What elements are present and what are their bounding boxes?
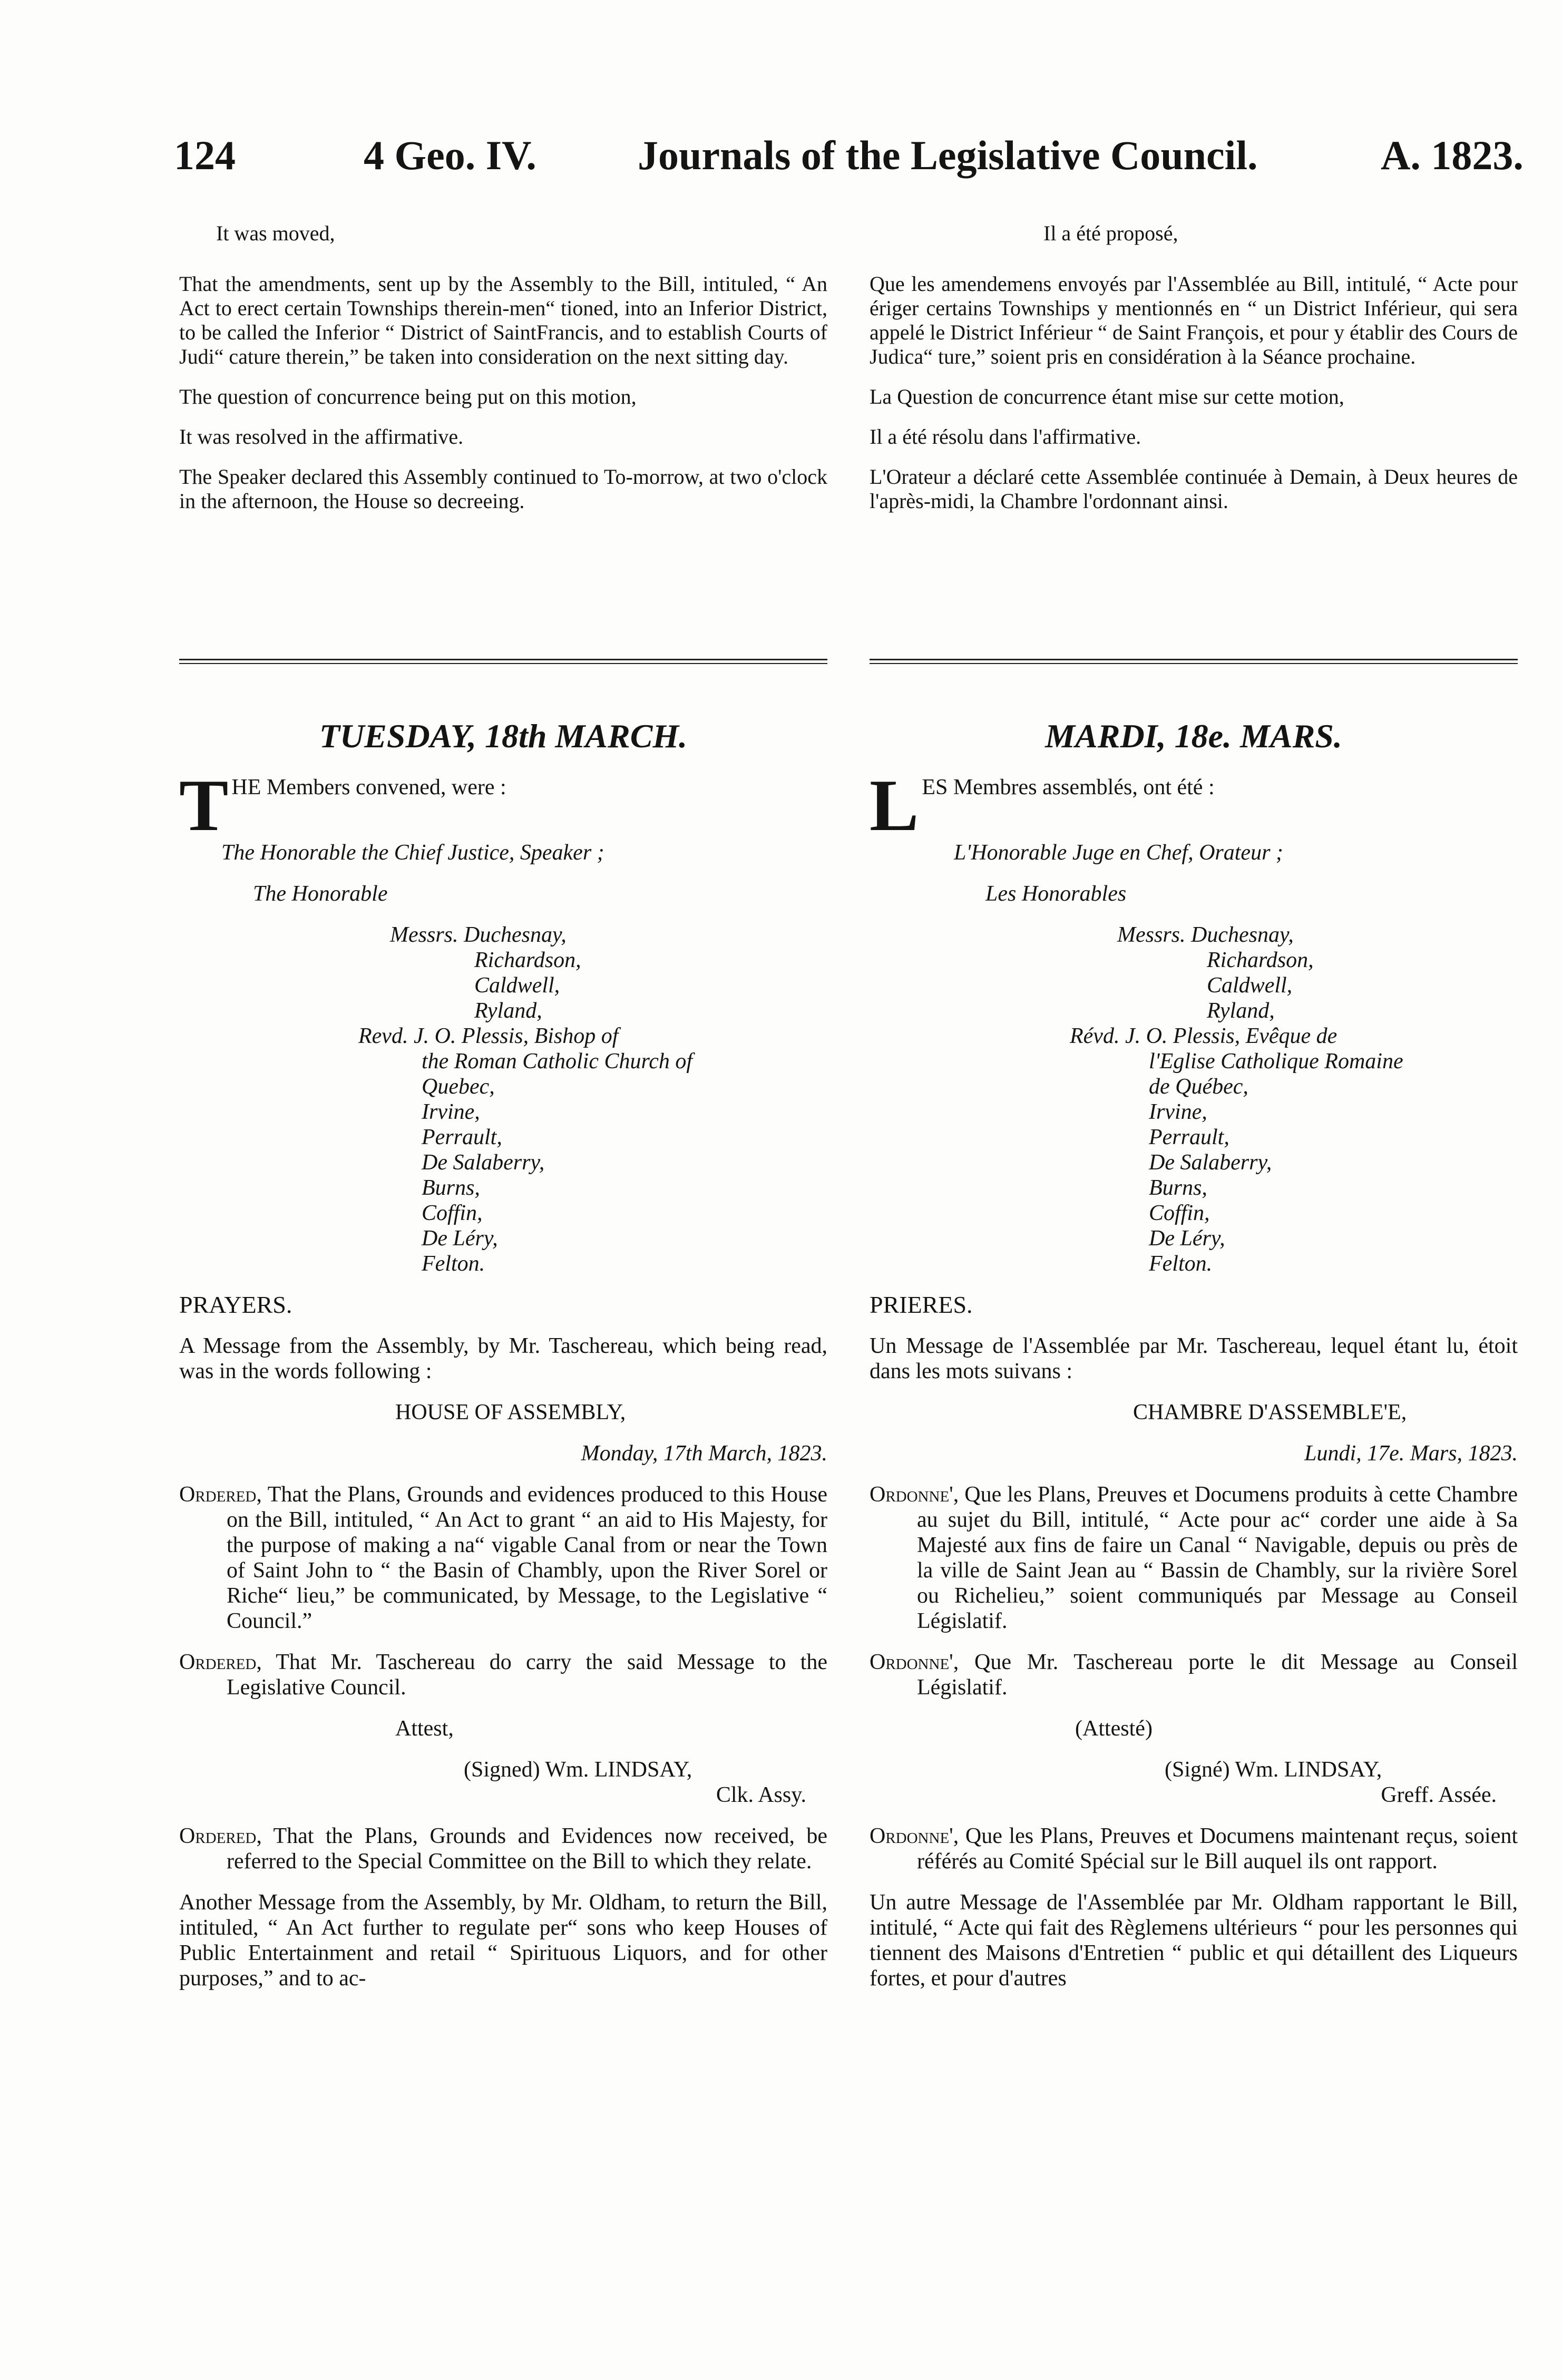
member: de Québec, bbox=[1149, 1075, 1248, 1099]
member: Richardson, bbox=[474, 948, 581, 972]
member: Quebec, bbox=[422, 1075, 495, 1099]
house-of-assembly-fr: CHAMBRE D'ASSEMBLE'E, bbox=[1133, 1400, 1407, 1425]
assembly-date: Monday, 17th March, 1823. bbox=[581, 1441, 827, 1466]
member: Caldwell, bbox=[474, 973, 560, 998]
convened-en: HE Members convened, were : bbox=[231, 775, 506, 799]
member: Caldwell, bbox=[1207, 973, 1293, 998]
member: Felton. bbox=[422, 1252, 485, 1276]
ordered-text: Que les Plans, Preuves et Documens maintenant reçus, soient référés au Comité Spécial sur le Bill auquel ils ont rapport. bbox=[917, 1824, 1518, 1874]
house-of-assembly: HOUSE OF ASSEMBLY, bbox=[395, 1400, 626, 1425]
message-intro-fr: Un Message de l'Assemblée par Mr. Taschereau, lequel étant lu, étoit dans les mots suivans : bbox=[870, 1334, 1518, 1383]
ordered-text: That Mr. Taschereau do carry the said Message to the Legislative Council. bbox=[227, 1650, 827, 1700]
divider-en bbox=[179, 659, 827, 666]
member: Messrs. Duchesnay, bbox=[1117, 923, 1294, 947]
moved-label-fr: Il a été proposé, bbox=[1043, 221, 1178, 245]
attest: Attest, bbox=[395, 1716, 454, 1741]
ordered-label: Ordered, bbox=[179, 1482, 262, 1507]
honorable-label: The Honorable bbox=[253, 882, 388, 906]
ordered-label: Ordonne', bbox=[870, 1650, 959, 1674]
ordered-label: Ordered, bbox=[179, 1824, 262, 1848]
members-list-en bbox=[179, 922, 827, 1276]
member: Burns, bbox=[422, 1176, 480, 1200]
member: Coffin, bbox=[1149, 1201, 1210, 1225]
prayers-fr: PRIERES. bbox=[870, 1291, 973, 1318]
honorable-label-fr: Les Honorables bbox=[985, 882, 1127, 906]
member: Richardson, bbox=[1207, 948, 1314, 972]
reign: 4 Geo. IV. bbox=[364, 132, 536, 178]
member: Felton. bbox=[1149, 1252, 1213, 1276]
another-message-fr: Un autre Message de l'Assemblée par Mr. Oldham rapportant le Bill, intitulé, “ Acte qui fait des Règlemens ultérieurs “ pour les personnes qui tiennent des Maisons d'Entretien “ public et qui détaillent des Liqueurs fortes, et pour d'autres bbox=[870, 1890, 1518, 1991]
convened-fr: ES Membres assemblés, ont été : bbox=[922, 775, 1215, 799]
question-text: The question of concurrence being put on this motion, bbox=[179, 385, 637, 408]
english-column-body bbox=[179, 765, 827, 1991]
member: De Léry, bbox=[1149, 1226, 1225, 1251]
ordered-text: Que les Plans, Preuves et Documens produits à cette Chambre au sujet du Bill, intitulé, “ Acte pour ac“ corder une aide à Sa Majesté aux fins de faire un Canal “ Navigable, depuis ou près de la ville de Saint Jean au “ Bassin de Chambly, sur la rivière Sorel ou Richelieu,” soient communiqués par Message au Conseil Législatif. bbox=[917, 1482, 1518, 1633]
member: De Léry, bbox=[422, 1226, 498, 1251]
resolved-text: It was resolved in the affirmative. bbox=[179, 425, 464, 448]
ordered-text: That the Plans, Grounds and evidences produced to this House on the Bill, intituled, “ An Act to grant “ an aid to His Majesty, for the purpose of making a na“ vigable Canal from or near the Town of Saint John to “ the Basin of Chambly, upon the River Sorel or Riche“ lieu,” be communicated, by Message, to the Legislative “ Council.” bbox=[227, 1482, 827, 1633]
attest-fr: (Attesté) bbox=[1075, 1716, 1153, 1741]
members-list-fr bbox=[870, 922, 1518, 1276]
year: A. 1823. bbox=[1381, 132, 1524, 178]
another-message: Another Message from the Assembly, by Mr. Oldham, to return the Bill, intituled, “ An Act further to regulate per“ sons who keep Houses of Public Entertainment and retail “ Spirituous Liquors, and for other purposes,” and to ac- bbox=[179, 1890, 827, 1991]
member: l'Eglise Catholique Romaine bbox=[1149, 1049, 1403, 1074]
french-column-body bbox=[870, 765, 1518, 1991]
member: Révd. J. O. Plessis, Evêque de bbox=[1070, 1024, 1338, 1048]
motion-text: That the amendments, sent up by the Assembly to the Bill, intituled, “ An Act to erect certain Townships therein-men“ tioned, into an Inferior District, to be called the Inferior “ District of SaintFrancis, and to establish Courts of Judi“ cature therein,” be taken into consideration on the next sitting day. bbox=[179, 272, 827, 368]
ordered-text: That the Plans, Grounds and Evidences now received, be referred to the Special Committee on the Bill to which they relate. bbox=[227, 1824, 827, 1874]
clerk-title-fr: Greff. Assée. bbox=[1381, 1783, 1497, 1807]
ordered-label: Ordonne', bbox=[870, 1482, 959, 1507]
english-column-top bbox=[179, 221, 827, 513]
dropcap-fr: L bbox=[870, 765, 919, 846]
member: Irvine, bbox=[422, 1100, 480, 1124]
member: Messrs. Duchesnay, bbox=[390, 923, 567, 947]
motion-text-fr: Que les amendemens envoyés par l'Assemblée au Bill, intitulé, “ Acte pour ériger certains Townships y mentionnés en “ un District Inférieur, qui sera appelé le District Inférieur “ de Saint François, et pour y établir des Cours de Judica“ ture,” soient pris en considération à la Séance prochaine. bbox=[870, 272, 1518, 368]
journal-title: Journals of the Legislative Council. bbox=[638, 132, 1258, 178]
clerk-title: Clk. Assy. bbox=[716, 1783, 806, 1807]
moved-label: It was moved, bbox=[216, 221, 335, 245]
dropcap-en: T bbox=[179, 765, 229, 846]
message-intro: A Message from the Assembly, by Mr. Taschereau, which being read, was in the words following : bbox=[179, 1334, 827, 1383]
divider-fr bbox=[870, 659, 1518, 666]
chief-justice-fr: L'Honorable Juge en Chef, Orateur ; bbox=[954, 841, 1283, 865]
member: Irvine, bbox=[1149, 1100, 1207, 1124]
member: De Salaberry, bbox=[1149, 1150, 1272, 1175]
day-title-fr: MARDI, 18e. MARS. bbox=[1045, 717, 1342, 755]
member: Ryland, bbox=[1207, 999, 1275, 1023]
member: Coffin, bbox=[422, 1201, 483, 1225]
member: the Roman Catholic Church of bbox=[422, 1049, 693, 1074]
prayers: PRAYERS. bbox=[179, 1291, 292, 1318]
member: Perrault, bbox=[422, 1125, 502, 1149]
member: Perrault, bbox=[1149, 1125, 1229, 1149]
ordered-text: Que Mr. Taschereau porte le dit Message au Conseil Législatif. bbox=[917, 1650, 1518, 1700]
assembly-date-fr: Lundi, 17e. Mars, 1823. bbox=[1304, 1441, 1518, 1466]
member: Ryland, bbox=[474, 999, 542, 1023]
member: De Salaberry, bbox=[422, 1150, 545, 1175]
signature: (Signed) Wm. LINDSAY, bbox=[464, 1758, 692, 1782]
member: Burns, bbox=[1149, 1176, 1207, 1200]
member: Revd. J. O. Plessis, Bishop of bbox=[358, 1024, 619, 1048]
speaker-text: The Speaker declared this Assembly continued to To-morrow, at two o'clock in the afternoon, the House so decreeing. bbox=[179, 465, 827, 513]
chief-justice: The Honorable the Chief Justice, Speaker ; bbox=[221, 841, 604, 865]
signature-fr: (Signé) Wm. LINDSAY, bbox=[1165, 1758, 1382, 1782]
speaker-text-fr: L'Orateur a déclaré cette Assemblée continuée à Demain, à Deux heures de l'après-midi, la Chambre l'ordonnant ainsi. bbox=[870, 465, 1518, 513]
page-number: 124 bbox=[174, 132, 236, 178]
day-title-en: TUESDAY, 18th MARCH. bbox=[319, 717, 688, 755]
resolved-text-fr: Il a été résolu dans l'affirmative. bbox=[870, 425, 1141, 448]
page-header bbox=[174, 132, 1524, 190]
ordered-label: Ordered, bbox=[179, 1650, 262, 1674]
question-text-fr: La Question de concurrence étant mise sur cette motion, bbox=[870, 385, 1344, 408]
ordered-label: Ordonne', bbox=[870, 1824, 959, 1848]
french-column-top bbox=[870, 221, 1518, 513]
